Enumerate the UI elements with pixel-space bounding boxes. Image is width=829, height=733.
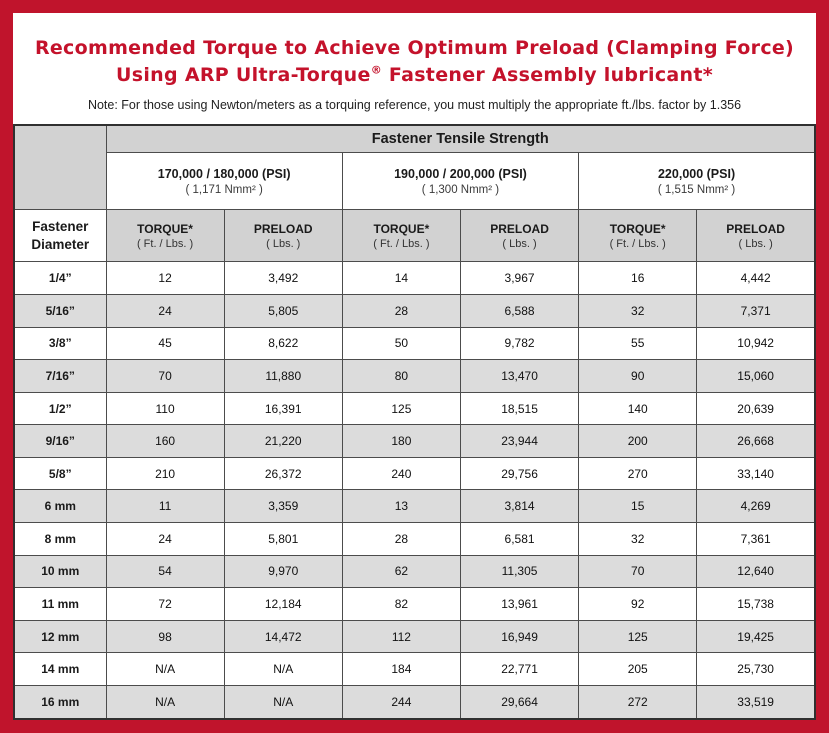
value-cell: 11,880 [224, 360, 342, 393]
diameter-cell: 1/4” [14, 262, 106, 295]
diameter-cell: 16 mm [14, 685, 106, 719]
diameter-cell: 3/8” [14, 327, 106, 360]
value-cell: 15,738 [697, 588, 815, 621]
diameter-cell: 5/8” [14, 457, 106, 490]
value-cell: 272 [579, 685, 697, 719]
value-cell: 9,970 [224, 555, 342, 588]
value-cell: 72 [106, 588, 224, 621]
table-row [14, 523, 815, 556]
psi-label-1: 170,000 / 180,000 (PSI) [157, 166, 291, 181]
table-row [14, 425, 815, 458]
value-cell: 55 [579, 327, 697, 360]
table-row [14, 360, 815, 393]
table-area [13, 124, 816, 720]
table-row [14, 555, 815, 588]
value-cell: 12,184 [224, 588, 342, 621]
value-cell: 26,372 [224, 457, 342, 490]
value-cell: 98 [106, 620, 224, 653]
value-cell: 54 [106, 555, 224, 588]
table-row [14, 392, 815, 425]
value-cell: 180 [342, 425, 460, 458]
torque-header-2: TORQUE* ( Ft. / Lbs. ) [342, 210, 460, 262]
table-row [14, 295, 815, 328]
psi-group-header-1 [106, 153, 342, 210]
nmm-label-3: ( 1,515 Nmm² ) [657, 183, 736, 196]
table-row [14, 457, 815, 490]
psi-label-3: 220,000 (PSI) [657, 166, 736, 181]
torque-header-3: TORQUE* ( Ft. / Lbs. ) [579, 210, 697, 262]
preload-header-2: PRELOAD ( Lbs. ) [460, 210, 578, 262]
diameter-cell: 11 mm [14, 588, 106, 621]
value-cell: N/A [224, 685, 342, 719]
value-cell: 26,668 [697, 425, 815, 458]
table-row [14, 588, 815, 621]
value-cell: 160 [106, 425, 224, 458]
value-cell: 140 [579, 392, 697, 425]
diameter-cell: 7/16” [14, 360, 106, 393]
value-cell: 15 [579, 490, 697, 523]
value-cell: 244 [342, 685, 460, 719]
table-row [14, 490, 815, 523]
value-cell: 16,391 [224, 392, 342, 425]
value-cell: 90 [579, 360, 697, 393]
value-cell: 33,519 [697, 685, 815, 719]
value-cell: 7,361 [697, 523, 815, 556]
value-cell: 210 [106, 457, 224, 490]
value-cell: 70 [106, 360, 224, 393]
value-cell: 50 [342, 327, 460, 360]
value-cell: 45 [106, 327, 224, 360]
value-cell: 7,371 [697, 295, 815, 328]
value-cell: 205 [579, 653, 697, 686]
table-row [14, 620, 815, 653]
value-cell: 11 [106, 490, 224, 523]
psi-label-2: 190,000 / 200,000 (PSI) [394, 166, 527, 181]
conversion-note: Note: For those using Newton/meters as a torquing reference, you must multiply the appropriate ft./lbs. factor by 1.356 [87, 97, 742, 112]
value-cell: 3,967 [460, 262, 578, 295]
diameter-cell: 5/16” [14, 295, 106, 328]
value-cell: 110 [106, 392, 224, 425]
preload-header-3: PRELOAD ( Lbs. ) [697, 210, 815, 262]
value-cell: 92 [579, 588, 697, 621]
value-cell: 112 [342, 620, 460, 653]
nmm-label-1: ( 1,171 Nmm² ) [185, 183, 263, 196]
value-cell: 24 [106, 523, 224, 556]
header-area [13, 13, 816, 124]
value-cell: 62 [342, 555, 460, 588]
value-cell: 80 [342, 360, 460, 393]
table-row [14, 262, 815, 295]
value-cell: 270 [579, 457, 697, 490]
torque-header-1: TORQUE* ( Ft. / Lbs. ) [106, 210, 224, 262]
psi-group-header-3 [579, 153, 815, 210]
value-cell: 4,442 [697, 262, 815, 295]
value-cell: 9,782 [460, 327, 578, 360]
torque-table [13, 124, 816, 720]
value-cell: 16 [579, 262, 697, 295]
value-cell: 23,944 [460, 425, 578, 458]
value-cell: 14,472 [224, 620, 342, 653]
value-cell: 22,771 [460, 653, 578, 686]
fastener-diameter-header [14, 210, 106, 262]
value-cell: 3,359 [224, 490, 342, 523]
diameter-cell: 1/2” [14, 392, 106, 425]
table-row [14, 327, 815, 360]
value-cell: 13,470 [460, 360, 578, 393]
value-cell: 4,269 [697, 490, 815, 523]
preload-header-1: PRELOAD ( Lbs. ) [224, 210, 342, 262]
value-cell: 20,639 [697, 392, 815, 425]
value-cell: 13,961 [460, 588, 578, 621]
value-cell: 12,640 [697, 555, 815, 588]
title-line-2-post: Fastener Assembly lubricant* [382, 63, 713, 86]
value-cell: 10,942 [697, 327, 815, 360]
value-cell: 12 [106, 262, 224, 295]
value-cell: 3,492 [224, 262, 342, 295]
value-cell: 6,588 [460, 295, 578, 328]
nmm-label-2: ( 1,300 Nmm² ) [421, 183, 500, 196]
table-body [14, 262, 815, 719]
value-cell: 24 [106, 295, 224, 328]
page-title [23, 35, 806, 89]
value-cell: 3,814 [460, 490, 578, 523]
value-cell: 70 [579, 555, 697, 588]
value-cell: 184 [342, 653, 460, 686]
table-row [14, 685, 815, 719]
value-cell: 16,949 [460, 620, 578, 653]
value-cell: 19,425 [697, 620, 815, 653]
value-cell: 5,801 [224, 523, 342, 556]
diameter-cell: 6 mm [14, 490, 106, 523]
value-cell: N/A [224, 653, 342, 686]
value-cell: 32 [579, 295, 697, 328]
value-cell: 11,305 [460, 555, 578, 588]
value-cell: 6,581 [460, 523, 578, 556]
value-cell: 125 [579, 620, 697, 653]
value-cell: 18,515 [460, 392, 578, 425]
value-cell: 28 [342, 523, 460, 556]
value-cell: 8,622 [224, 327, 342, 360]
title-line-2-pre: Using ARP Ultra-Torque [116, 63, 371, 86]
title-line-1: Recommended Torque to Achieve Optimum Preload (Clamping Force) [34, 37, 795, 59]
diameter-cell: 9/16” [14, 425, 106, 458]
tensile-strength-header: Fastener Tensile Strength [106, 125, 815, 153]
value-cell: 29,664 [460, 685, 578, 719]
psi-group-header-2 [342, 153, 578, 210]
value-cell: 82 [342, 588, 460, 621]
title-line-2 [23, 62, 806, 89]
value-cell: 32 [579, 523, 697, 556]
corner-cell [14, 125, 106, 210]
diameter-cell: 14 mm [14, 653, 106, 686]
document-card [13, 13, 816, 720]
diameter-cell: 10 mm [14, 555, 106, 588]
value-cell: 125 [342, 392, 460, 425]
diameter-header-line-1: Fastener [32, 218, 89, 234]
value-cell: N/A [106, 685, 224, 719]
value-cell: 240 [342, 457, 460, 490]
value-cell: 33,140 [697, 457, 815, 490]
value-cell: 200 [579, 425, 697, 458]
value-cell: N/A [106, 653, 224, 686]
value-cell: 25,730 [697, 653, 815, 686]
value-cell: 5,805 [224, 295, 342, 328]
value-cell: 14 [342, 262, 460, 295]
value-cell: 13 [342, 490, 460, 523]
diameter-cell: 12 mm [14, 620, 106, 653]
value-cell: 15,060 [697, 360, 815, 393]
table-row [14, 653, 815, 686]
value-cell: 29,756 [460, 457, 578, 490]
registered-trademark-symbol: ® [370, 63, 382, 77]
value-cell: 21,220 [224, 425, 342, 458]
diameter-cell: 8 mm [14, 523, 106, 556]
value-cell: 28 [342, 295, 460, 328]
diameter-header-line-2: Diameter [31, 236, 90, 252]
